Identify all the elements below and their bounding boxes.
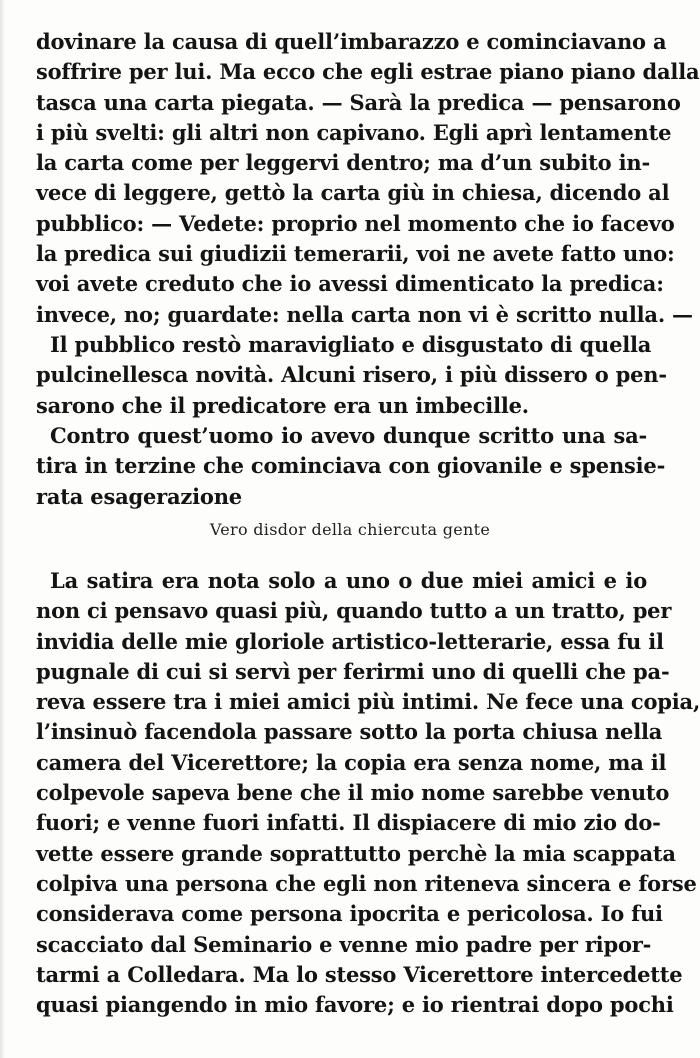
text-line: camera del Vicerettore; la copia era senza nome, ma il — [36, 749, 667, 775]
paragraph-2 — [36, 330, 667, 421]
text-line: i più svelti: gli altri non capivano. Egli aprì lentamente — [36, 119, 672, 145]
text-line: colpiva una persona che egli non riteneva sincera e forse — [36, 870, 697, 896]
text-line: voi avete creduto che io avessi dimenticato la predica: — [36, 271, 664, 297]
text-line: la predica sui giudizii temerarii, voi ne avete fatto uno: — [36, 241, 675, 267]
text-line: quasi piangendo in mio favore; e io rientrai dopo pochi — [36, 992, 674, 1018]
text-line: l’insinuò facendola passare sotto la porta chiusa nella — [36, 719, 663, 745]
text-line: fuori; e venne fuori infatti. Il dispiacere di mio zio do- — [36, 810, 661, 836]
text-line: non ci pensavo quasi più, quando tutto a un tratto, per — [36, 598, 672, 624]
text-line: tasca una carta piegata. — Sarà la predica — pensarono — [36, 89, 681, 115]
text-line: invidia delle mie gloriole artistico-letterarie, essa fu il — [36, 628, 664, 654]
text-line: pulcinellesca novità. Alcuni risero, i più dissero o pen- — [36, 362, 667, 388]
text-line: dovinare la causa di quell’imbarazzo e cominciavano a — [36, 29, 667, 54]
text-line: tarmi a Colledara. Ma lo stesso Vicerettore intercedette — [36, 961, 683, 987]
text-line: soffrire per lui. Ma ecco che egli estrae piano piano dalla — [36, 59, 700, 85]
text-line: rata esagerazione — [36, 483, 242, 509]
text-line: tira in terzine che cominciava con giovanile e spensie- — [36, 453, 666, 479]
text-line: Contro quest’uomo io avevo dunque scritto una sa- — [50, 423, 647, 448]
text-line: colpevole sapeva bene che il mio nome sarebbe venuto — [36, 780, 670, 806]
text-line: pugnale di cui si servì per ferirmi uno di quelli che pa- — [36, 658, 670, 684]
text-line: Il pubblico restò maravigliato e disgustato di quella — [50, 332, 652, 357]
text-line: sarono che il predicatore era un imbecille. — [36, 392, 529, 418]
text-line: vece di leggere, gettò la carta giù in chiesa, dicendo al — [36, 180, 670, 206]
verse-quote: Vero disdor della chiercuta gente — [209, 520, 491, 539]
text-line: vette essere grande soprattutto perchè la mia scappata — [36, 840, 676, 866]
text-line: reva essere tra i miei amici più intimi. Ne fece una copia, — [36, 689, 700, 715]
paragraph-4 — [36, 566, 700, 1020]
text-line: invece, no; guardate: nella carta non vi è scritto nulla. — — [36, 301, 693, 327]
text-line: considerava come persona ipocrita e pericolosa. Io fui — [36, 901, 663, 927]
text-line: scacciato dal Seminario e venne mio padre per ripor- — [36, 931, 652, 957]
text-line: La satira era nota solo a uno o due miei amici e io — [50, 568, 647, 593]
paragraph-1 — [36, 27, 700, 330]
text-line: pubblico: — Vedete: proprio nel momento che io facevo — [36, 210, 675, 236]
paragraph-3 — [36, 421, 666, 512]
text-line: la carta come per leggervi dentro; ma d’un subito in- — [36, 150, 650, 176]
